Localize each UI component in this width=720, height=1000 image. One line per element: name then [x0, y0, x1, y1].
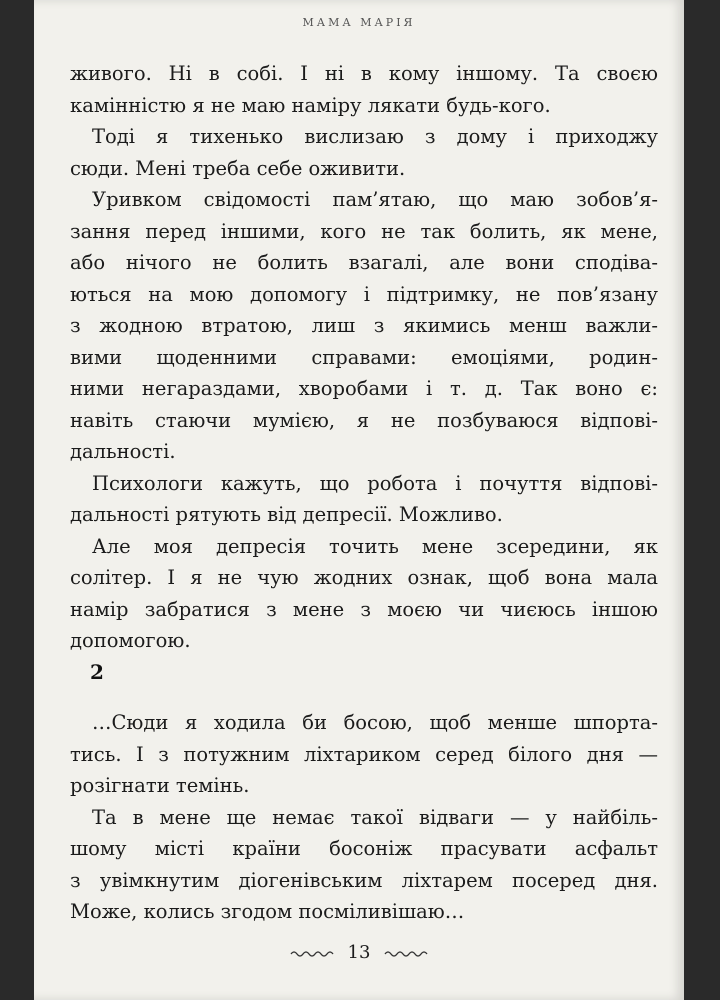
- page-footer: [34, 942, 684, 963]
- paragraph: [70, 468, 658, 531]
- paragraph: [70, 707, 658, 802]
- text-line: або нічого не болить взагалі, але вони сподіва-: [70, 251, 658, 274]
- text-line: шому місті країни босоніж прасувати асфальт: [70, 837, 658, 860]
- text-line: Психологи кажуть, що робота і почуття відпові-: [92, 471, 658, 495]
- paragraph: [70, 531, 658, 657]
- text-line: камінністю я не маю наміру лякати будь-кого.: [70, 93, 551, 117]
- paragraph: [70, 58, 658, 121]
- text-line: тись. І з потужним ліхтариком серед білого дня —: [70, 742, 658, 766]
- text-line: Тоді я тихенько вислизаю з дому і приходжу: [92, 125, 658, 148]
- text-line: Але моя депресія точить мене зсередини, як: [92, 534, 658, 558]
- text-line: Та в мене ще немає такої відваги — у найбіль-: [92, 805, 658, 829]
- text-line: Може, колись згодом посміливішаю…: [70, 900, 465, 923]
- book-page: [34, 0, 684, 1000]
- text-line: з увімкнутим діогенівським ліхтарем посеред дня.: [70, 868, 658, 892]
- text-line: солітер. І я не чую жодних ознак, щоб вона мала: [70, 566, 658, 589]
- running-head: МАМА МАРІЯ: [302, 16, 416, 29]
- paragraph: [70, 184, 658, 468]
- text-line: зання перед іншими, кого не так болить, як мене,: [70, 219, 658, 243]
- text-line: живого. Ні в собі. І ні в кому іншому. Та своєю: [70, 62, 658, 85]
- text-line: вими щоденними справами: емоціями, родин-: [70, 345, 658, 369]
- text-line: ними негараздами, хворобами і т. д. Так воно є:: [70, 377, 658, 400]
- page-number: 13: [347, 942, 371, 963]
- paragraph: [70, 121, 658, 184]
- body-text-part2: [70, 707, 658, 928]
- text-line: Уривком свідомості пам’ятаю, що маю зобов’я-: [92, 188, 658, 211]
- text-line: …Сюди я ходила би босою, щоб менше шпорта-: [92, 711, 658, 734]
- section-number: 2: [90, 660, 104, 684]
- text-line: сюди. Мені треба себе оживити.: [70, 156, 406, 180]
- text-line: дальності.: [70, 440, 176, 463]
- text-line: розігнати темінь.: [70, 774, 250, 797]
- body-text-part1: [70, 58, 658, 657]
- text-line: намір забратися з мене з моєю чи чиєюсь іншою: [70, 597, 658, 621]
- text-line: ються на мою допомогу і підтримку, не пов’язану: [70, 282, 658, 306]
- text-line: з жодною втратою, лиш з якимись менш важли-: [70, 314, 658, 337]
- wave-ornament-icon: [290, 948, 334, 958]
- wave-ornament-icon: [384, 948, 428, 958]
- paragraph: [70, 802, 658, 928]
- text-line: навіть стаючи мумією, я не позбуваюся відпові-: [70, 408, 658, 432]
- text-line: дальності рятують від депресії. Можливо.: [70, 503, 503, 526]
- text-line: допомогою.: [70, 629, 191, 652]
